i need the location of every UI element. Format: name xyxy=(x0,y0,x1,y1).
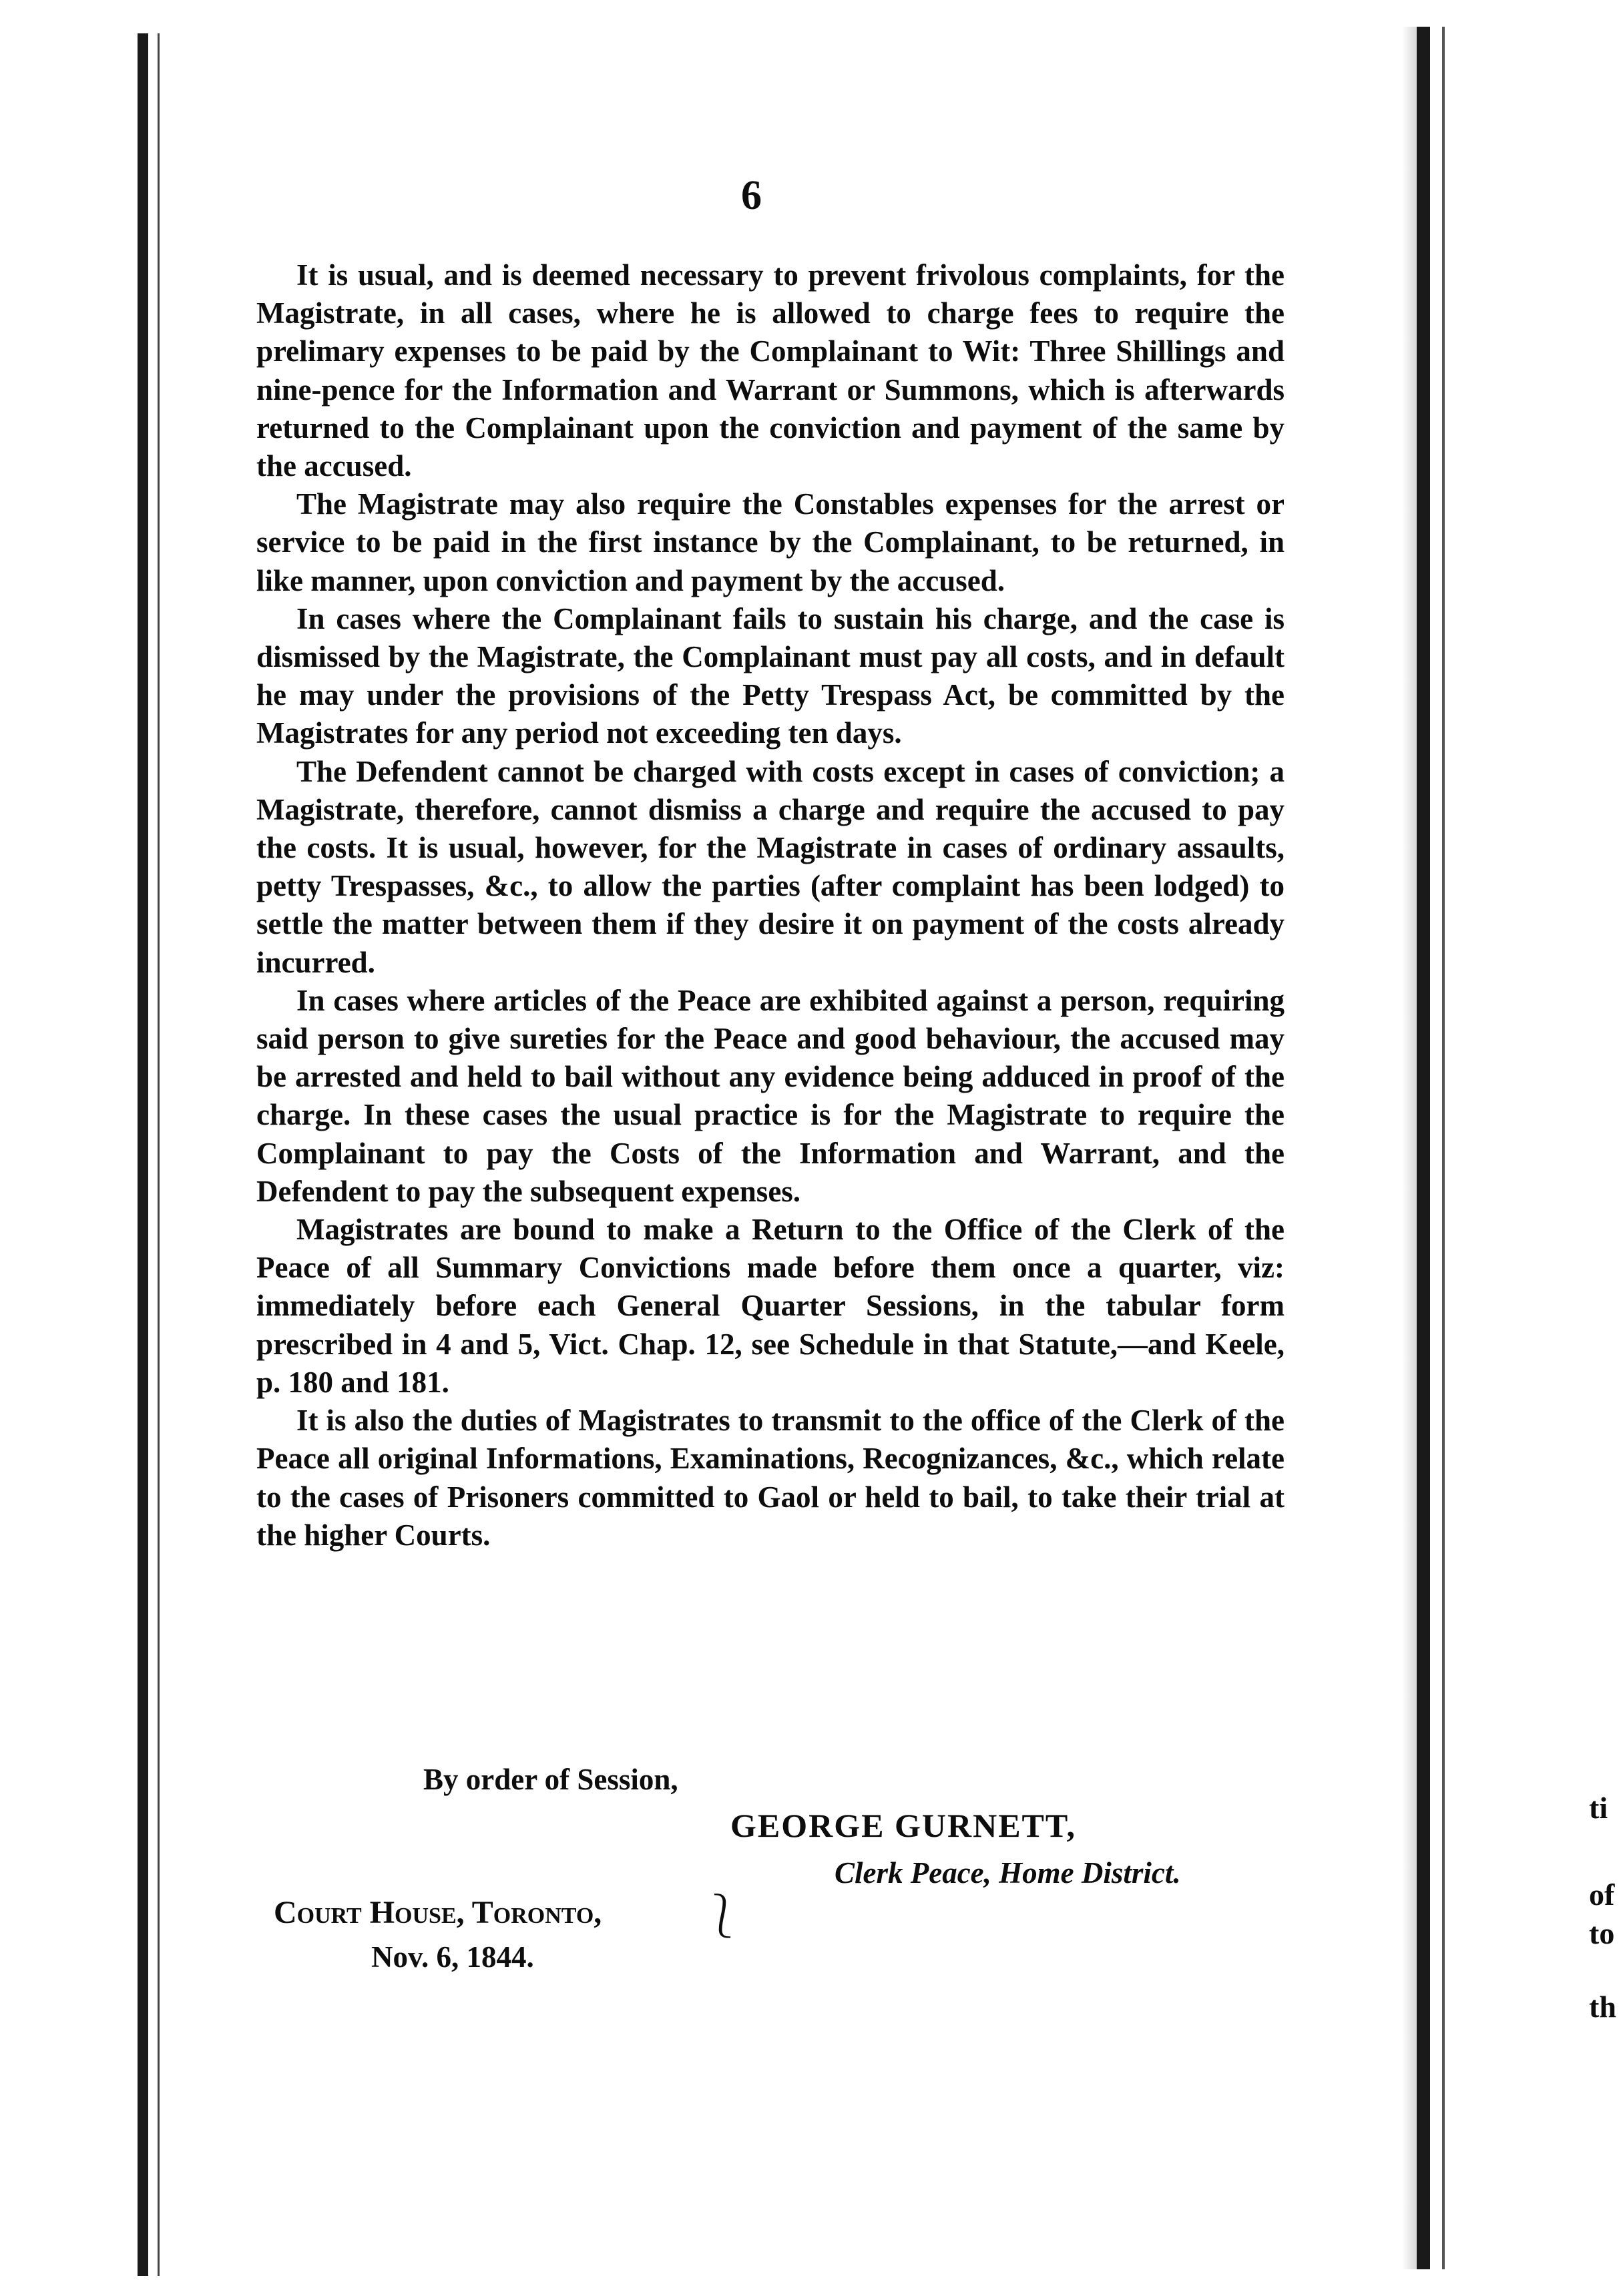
paragraph-fees: It is usual, and is deemed necessary to prevent frivolous complaints, for the Magistrate, in all cases, where he is allowed to charge fees to require the prelimary expenses to be paid by the Complainant to Wit: Three Shillings and nine-pence for the Information and Warrant or Summons, which is afterwards returned to the Complainant upon the conviction and payment of the same by the accused. xyxy=(256,258,1285,483)
dateline-place: Court House, Toronto, xyxy=(274,1895,602,1930)
paragraph-constables-expenses: The Magistrate may also require the Constables expenses for the arrest or service to be paid in the first instance by the Complainant, to be returned, in like manner, upon conviction and payment by the accused. xyxy=(256,487,1285,597)
paragraph-dismissed-charge: In cases where the Complainant fails to sustain his charge, and the case is dismissed by the Magistrate, the Complainant must pay all costs, and in default he may under the provisions of the Petty Trespass Act, be committed by the Magistrates for any period not exceeding ten days. xyxy=(256,601,1285,750)
facing-page-fragment: of xyxy=(1589,1878,1615,1912)
signatory-title: Clerk Peace, Home District. xyxy=(835,1856,1181,1890)
gutter-shadow xyxy=(1402,27,1417,2269)
facing-page-fragment: to xyxy=(1589,1916,1615,1950)
page-number: 6 xyxy=(741,173,762,218)
dateline-date: Nov. 6, 1844. xyxy=(371,1940,534,1974)
paragraph-defendant-costs: The Defendent cannot be charged with costs except in cases of conviction; a Magistrate, therefore, cannot dismiss a charge and require the accused to pay the costs. It is usual, however, for the Magistrate in cases of ordinary assaults, petty Trespasses, &c., to allow the parties (after complaint has been lodged) to settle the matter between them if they desire it on payment of the costs already incurred. xyxy=(256,754,1285,979)
paragraph-summary-convictions: Magistrates are bound to make a Return to the Office of the Clerk of the Peace of all Summary Convictions made before them once a quarter, viz: immediately before each General Quarter Sessions, in the tabular form prescribed in 4 and 5, Vict. Chap. 12, see Schedule in that Statute,—and Keele, p. 180 and 181. xyxy=(256,1213,1285,1399)
binding-edge-rule-thin xyxy=(158,33,160,2276)
page-edge-rule xyxy=(1417,27,1430,2269)
signatory-name: GEORGE GURNETT, xyxy=(730,1807,1077,1844)
facing-page-fragment: ti xyxy=(1589,1791,1608,1825)
signature-order-line: By order of Session, xyxy=(423,1763,678,1796)
document-body xyxy=(256,256,1285,1554)
facing-page-edge xyxy=(1445,27,1621,2269)
paragraph-articles-of-peace: In cases where articles of the Peace are exhibited against a person, requiring said person to give sureties for the Peace and good behaviour, the accused may be arrested and held to bail without any evidence being adduced in proof of the charge. In these cases the usual practice is for the Magistrate to require the Complainant to pay the Costs of the Information and Warrant, and the Defendent to pay the subsequent expenses. xyxy=(256,983,1285,1208)
binding-edge-rule xyxy=(138,33,148,2276)
brace-glyph: ⎱ xyxy=(701,1893,744,1940)
paragraph-transmit-documents: It is also the duties of Magistrates to transmit to the office of the Clerk of the Peace all original Informations, Examinations, Recognizances, &c., which relate to the cases of Prisoners committed to Gaol or held to bail, to take their trial at the higher Courts. xyxy=(256,1404,1285,1552)
page-margin-left xyxy=(0,0,134,2296)
facing-page-fragment: th xyxy=(1589,1990,1616,2024)
